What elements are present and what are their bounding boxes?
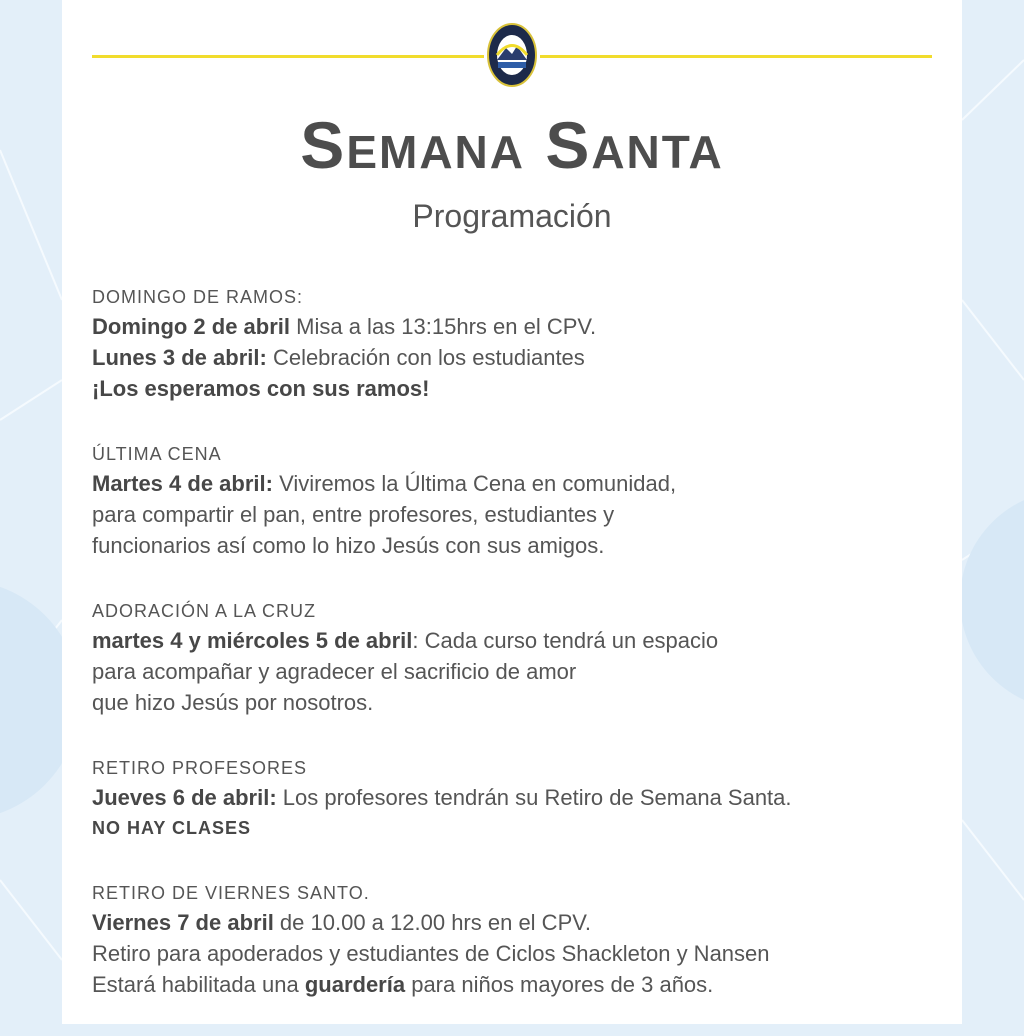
header-rule-right (540, 55, 932, 58)
section-heading: RETIRO DE VIERNES SANTO. (92, 883, 370, 903)
schedule-line: Jueves 6 de abril: Los profesores tendrán su Retiro de Semana Santa. (92, 785, 792, 810)
section-heading: DOMINGO DE RAMOS: (92, 287, 304, 307)
document-card (62, 0, 962, 1024)
school-crest-logo (486, 22, 538, 88)
schedule-line: martes 4 y miércoles 5 de abril: Cada curso tendrá un espacio (92, 628, 719, 653)
schedule-line: Retiro para apoderados y estudiantes de Ciclos Shackleton y Nansen (92, 941, 770, 966)
schedule-line: funcionarios así como lo hizo Jesús con sus amigos. (92, 533, 605, 558)
schedule-line: que hizo Jesús por nosotros. (92, 690, 374, 715)
section-domingo-de-ramos (92, 283, 952, 404)
schedule-line: Viernes 7 de abril de 10.00 a 12.00 hrs en el CPV. (92, 910, 592, 935)
schedule-line: Lunes 3 de abril: Celebración con los estudiantes (92, 345, 585, 370)
schedule-line: ¡Los esperamos con sus ramos! (92, 376, 430, 401)
section-retiro-viernes-santo (92, 879, 952, 1000)
schedule-line: Domingo 2 de abril Misa a las 13:15hrs en el CPV. (92, 314, 597, 339)
no-classes-note: NO HAY CLASES (92, 818, 252, 838)
section-heading: RETIRO PROFESORES (92, 758, 308, 778)
schedule-content (92, 283, 952, 1036)
section-heading: ÚLTIMA CENA (92, 444, 222, 464)
section-ultima-cena (92, 440, 952, 561)
schedule-line: Martes 4 de abril: Viviremos la Última Cena en comunidad, (92, 471, 677, 496)
section-adoracion-a-la-cruz (92, 597, 952, 718)
page-title: Semana Santa (300, 108, 724, 182)
section-retiro-profesores (92, 754, 952, 843)
section-heading: ADORACIÓN A LA CRUZ (92, 601, 317, 621)
schedule-line: para compartir el pan, entre profesores, estudiantes y (92, 502, 615, 527)
schedule-line: Estará habilitada una guardería para niños mayores de 3 años. (92, 972, 714, 997)
page-subtitle: Programación (412, 198, 612, 234)
header-rule-left (92, 55, 484, 58)
schedule-line: para acompañar y agradecer el sacrificio de amor (92, 659, 577, 684)
